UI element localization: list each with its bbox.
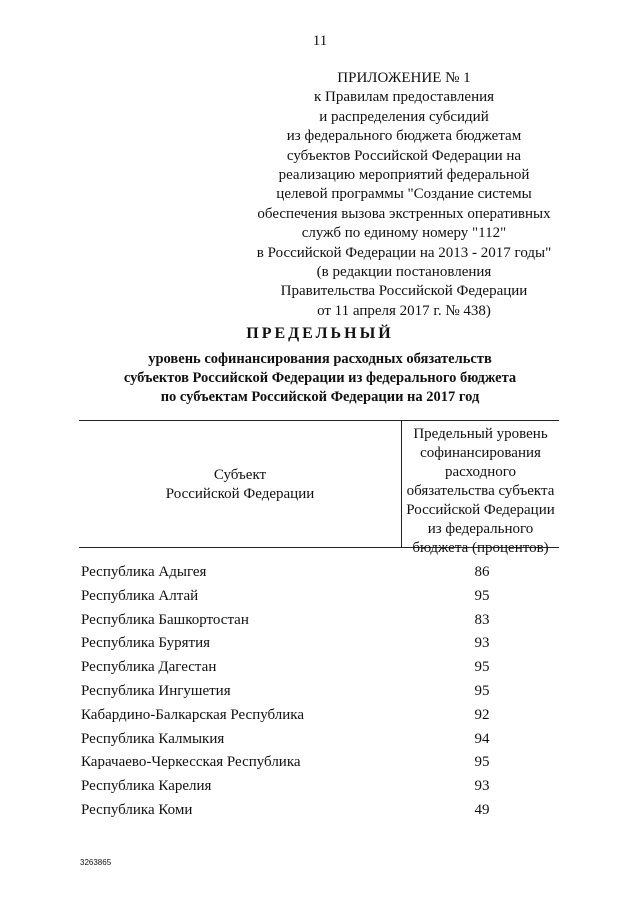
document-subtitle	[0, 350, 640, 407]
subject-name: Кабардино-Балкарская Республика	[81, 706, 305, 723]
cofinancing-level: 86	[474, 564, 490, 580]
table-row	[81, 730, 559, 754]
column-header-line: бюджета (процентов)	[412, 540, 549, 556]
cofinancing-level: 95	[474, 682, 490, 699]
table-row	[81, 801, 559, 825]
subject-name: Республика Бурятия	[81, 635, 211, 652]
appendix-line: обеспечения вызова экстренных оперативных	[257, 205, 551, 222]
table-row	[81, 682, 559, 706]
subtitle-line: по субъектам Российской Федерации на 2017 год	[160, 389, 480, 405]
appendix-line: в Российской Федерации на 2013 - 2017 годы"	[256, 244, 552, 261]
subject-name: Республика Карелия	[81, 778, 212, 795]
subtitle-line: уровень софинансирования расходных обязательств	[148, 351, 492, 367]
cofinancing-level: 94	[474, 730, 490, 747]
subject-name: Карачаево-Черкесская Республика	[81, 754, 301, 771]
column-header-line: Предельный уровень	[413, 426, 548, 442]
appendix-line: (в редакции постановления	[316, 264, 492, 281]
column-header-line: Российской Федерации	[406, 502, 555, 518]
appendix-line: реализацию мероприятий федеральной	[278, 167, 530, 184]
table-row	[81, 634, 559, 658]
appendix-block	[236, 69, 572, 321]
table-row	[81, 753, 559, 777]
subject-name: Республика Алтай	[81, 587, 199, 604]
table-top-rule	[79, 420, 559, 421]
table-row	[81, 587, 559, 611]
column-header-line: Субъект	[213, 467, 267, 483]
table-body	[81, 563, 559, 825]
table-row	[81, 658, 559, 682]
document-title: ПРЕДЕЛЬНЫЙ	[246, 325, 394, 342]
subject-name: Республика Адыгея	[81, 564, 207, 580]
appendix-line: из федерального бюджета бюджетам	[286, 128, 522, 145]
table-row	[81, 777, 559, 801]
column-header-line: софинансирования	[420, 445, 541, 461]
table-row	[81, 706, 559, 730]
cofinancing-level: 95	[474, 754, 490, 771]
column-header-line: обязательства субъекта	[406, 483, 555, 499]
column-header-line: расходного	[444, 464, 517, 480]
cofinancing-level: 95	[474, 659, 490, 676]
appendix-line: целевой программы "Создание системы	[276, 186, 532, 203]
column-header-line: Российской Федерации	[165, 486, 315, 502]
subject-name: Республика Ингушетия	[81, 682, 231, 699]
appendix-line: к Правилам предоставления	[313, 89, 495, 106]
subject-name: Республика Калмыкия	[81, 730, 225, 747]
appendix-line: служб по единому номеру "112"	[301, 225, 507, 242]
subtitle-line: субъектов Российской Федерации из федерального бюджета	[123, 370, 517, 386]
subject-name: Республика Коми	[81, 801, 193, 818]
cofinancing-level: 49	[474, 801, 490, 818]
table-row	[81, 611, 559, 635]
column-header-subject	[79, 466, 401, 504]
cofinancing-level: 83	[474, 611, 490, 628]
cofinancing-level: 93	[474, 635, 490, 652]
appendix-title: ПРИЛОЖЕНИЕ № 1	[337, 70, 471, 86]
page-number: 11	[312, 33, 328, 49]
subject-name: Республика Башкортостан	[81, 611, 249, 628]
cofinancing-level: 93	[474, 778, 490, 795]
column-header-line: из федерального	[427, 521, 534, 537]
column-header-level	[402, 425, 559, 558]
cofinancing-level: 95	[474, 587, 490, 604]
appendix-line: и распределения субсидий	[319, 108, 489, 125]
appendix-line: от 11 апреля 2017 г. № 438)	[317, 302, 491, 319]
table-row	[81, 563, 559, 587]
appendix-line: Правительства Российской Федерации	[280, 283, 528, 300]
cofinancing-level: 92	[474, 706, 490, 723]
document-code: 3263865	[80, 858, 112, 867]
subject-name: Республика Дагестан	[81, 659, 217, 676]
appendix-line: субъектов Российской Федерации на	[286, 147, 522, 164]
